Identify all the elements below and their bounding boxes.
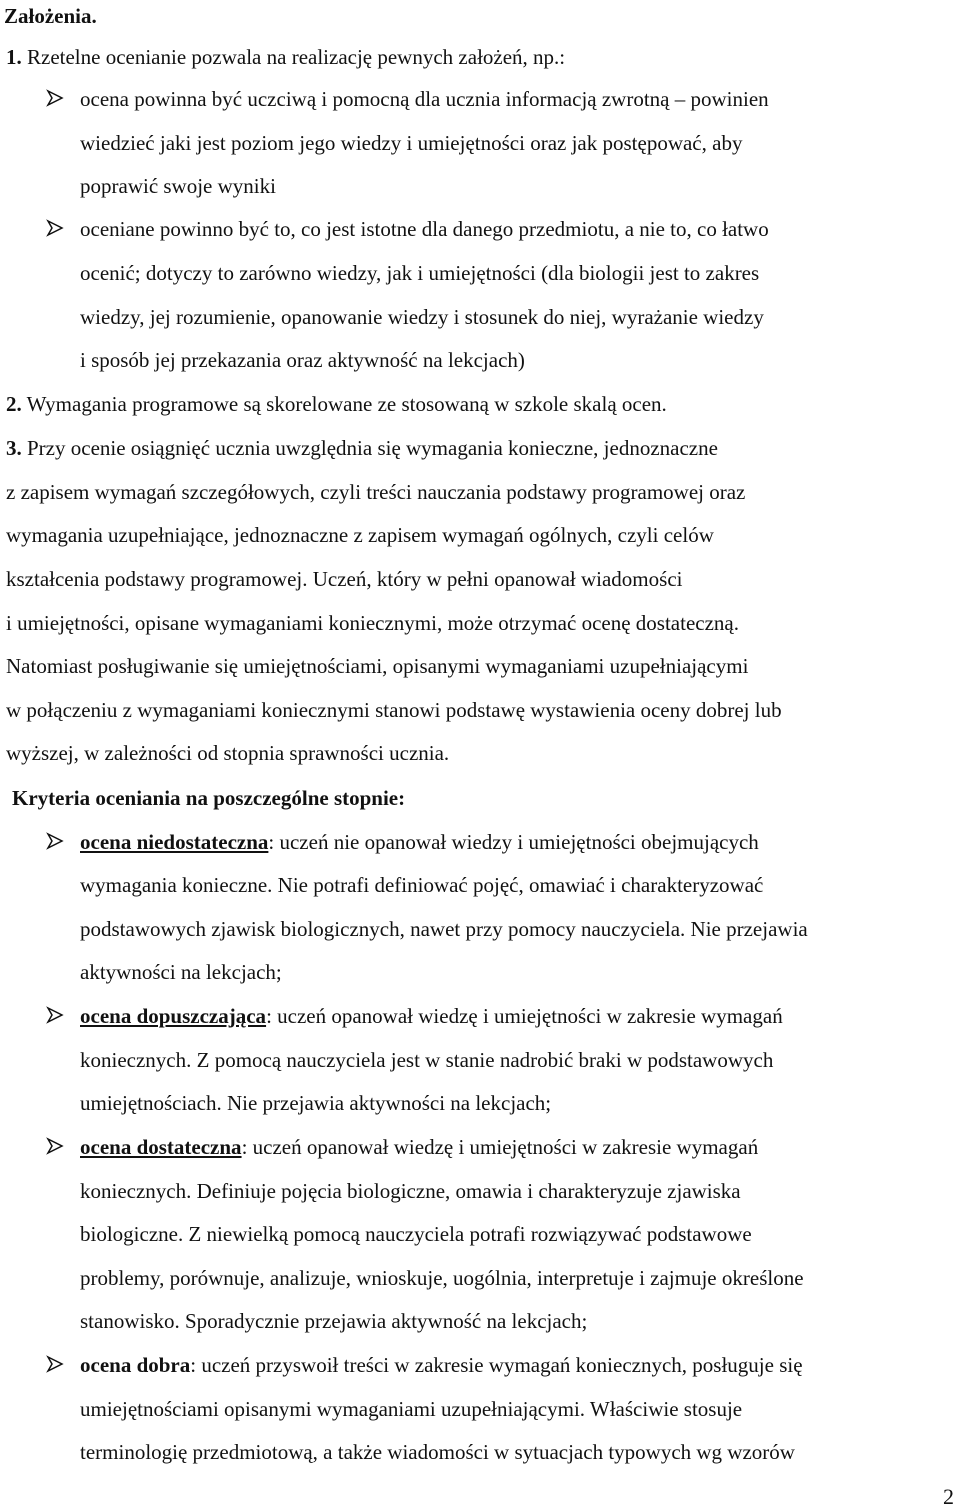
grade-name: ocena dobra	[80, 1353, 191, 1377]
point-3-line: wyższej, w zależności od stopnia sprawności ucznia.	[6, 741, 450, 765]
arrowhead-bullet-icon	[46, 89, 64, 107]
bullet-2-line: ocenić; dotyczy to zarówno wiedzy, jak i umiejętności (dla biologii jest to zakres	[80, 261, 760, 285]
bullet-1-line: wiedzieć jaki jest poziom jego wiedzy i umiejętności oraz jak postępować, aby	[80, 131, 743, 155]
section-title: Założenia.	[4, 4, 97, 28]
grade-line: umiejętnościach. Nie przejawia aktywności na lekcjach;	[80, 1091, 552, 1115]
point-3-line: i umiejętności, opisane wymaganiami koniecznymi, może otrzymać ocenę dostateczną.	[6, 611, 739, 635]
point-1-text: Rzetelne ocenianie pozwala na realizację pewnych założeń, np.:	[27, 45, 566, 69]
point-1-number: 1.	[6, 45, 22, 69]
criteria-heading: Kryteria oceniania na poszczególne stopnie:	[12, 786, 406, 810]
arrowhead-bullet-icon	[46, 832, 64, 850]
bullet-2-line: wiedzy, jej rozumienie, opanowanie wiedzy i stosunek do niej, wyrażanie wiedzy	[80, 305, 764, 329]
grade-line: problemy, porównuje, analizuje, wnioskuje, uogólnia, interpretuje i zajmuje określone	[80, 1266, 804, 1290]
grade-line: biologiczne. Z niewielką pomocą nauczyciela potrafi rozwiązywać podstawowe	[80, 1222, 752, 1246]
point-3-number: 3.	[6, 436, 22, 460]
grade-line: umiejętnościami opisanymi wymaganiami uzupełniającymi. Właściwie stosuje	[80, 1397, 743, 1421]
point-3-line: kształcenia podstawy programowej. Uczeń, który w pełni opanował wiadomości	[6, 567, 683, 591]
point-3	[6, 436, 718, 460]
grade-description: : uczeń przyswoił treści w zakresie wymagań koniecznych, posługuje się	[190, 1353, 803, 1377]
bullet-1-line: ocena powinna być uczciwą i pomocną dla ucznia informacją zwrotną – powinien	[80, 87, 769, 111]
arrowhead-bullet-icon	[46, 1355, 64, 1373]
bullet-2-line: i sposób jej przekazania oraz aktywność na lekcjach)	[80, 348, 525, 372]
point-1	[6, 45, 565, 69]
point-3-text: Przy ocenie osiągnięć ucznia uwzględnia się wymagania konieczne, jednoznaczne	[27, 436, 718, 460]
arrowhead-bullet-icon	[46, 219, 64, 237]
arrowhead-bullet-icon	[46, 1137, 64, 1155]
point-2	[6, 392, 667, 416]
grade-line: aktywności na lekcjach;	[80, 960, 282, 984]
point-2-number: 2.	[6, 392, 22, 416]
grade-line: koniecznych. Definiuje pojęcia biologiczne, omawia i charakteryzuje zjawiska	[80, 1179, 741, 1203]
grade-item	[80, 1353, 803, 1377]
grade-line: wymagania konieczne. Nie potrafi definiować pojęć, omawiać i charakteryzować	[80, 873, 764, 897]
bullet-2-line: oceniane powinno być to, co jest istotne dla danego przedmiotu, a nie to, co łatwo	[80, 217, 769, 241]
point-2-text: Wymagania programowe są skorelowane ze stosowaną w szkole skalą ocen.	[26, 392, 667, 416]
grade-description: : uczeń nie opanował wiedzy i umiejętności obejmujących	[268, 830, 759, 854]
grade-line: terminologię przedmiotową, a także wiadomości w sytuacjach typowych wg wzorów	[80, 1440, 795, 1464]
grade-item	[80, 1135, 758, 1159]
grade-item	[80, 830, 759, 854]
grade-name: ocena dostateczna	[80, 1135, 242, 1159]
grade-line: koniecznych. Z pomocą nauczyciela jest w stanie nadrobić braki w podstawowych	[80, 1048, 774, 1072]
grade-name: ocena dopuszczająca	[80, 1004, 267, 1028]
arrowhead-bullet-icon	[46, 1006, 64, 1024]
grade-item	[80, 1004, 783, 1028]
page-number: 2	[943, 1484, 954, 1509]
grade-description: : uczeń opanował wiedzę i umiejętności w zakresie wymagań	[241, 1135, 759, 1159]
bullet-1-line: poprawić swoje wyniki	[80, 174, 276, 198]
grade-name: ocena niedostateczna	[80, 830, 269, 854]
point-3-line: z zapisem wymagań szczegółowych, czyli treści nauczania podstawy programowej oraz	[6, 480, 746, 504]
point-3-line: w połączeniu z wymaganiami koniecznymi stanowi podstawę wystawienia oceny dobrej lub	[6, 698, 782, 722]
grade-line: podstawowych zjawisk biologicznych, nawet przy pomocy nauczyciela. Nie przejawia	[80, 917, 808, 941]
grade-line: stanowisko. Sporadycznie przejawia aktywność na lekcjach;	[80, 1309, 588, 1333]
point-3-line: wymagania uzupełniające, jednoznaczne z zapisem wymagań ogólnych, czyli celów	[6, 523, 714, 547]
point-3-line: Natomiast posługiwanie się umiejętnościami, opisanymi wymaganiami uzupełniającymi	[6, 654, 749, 678]
grade-description: : uczeń opanował wiedzę i umiejętności w zakresie wymagań	[266, 1004, 783, 1028]
